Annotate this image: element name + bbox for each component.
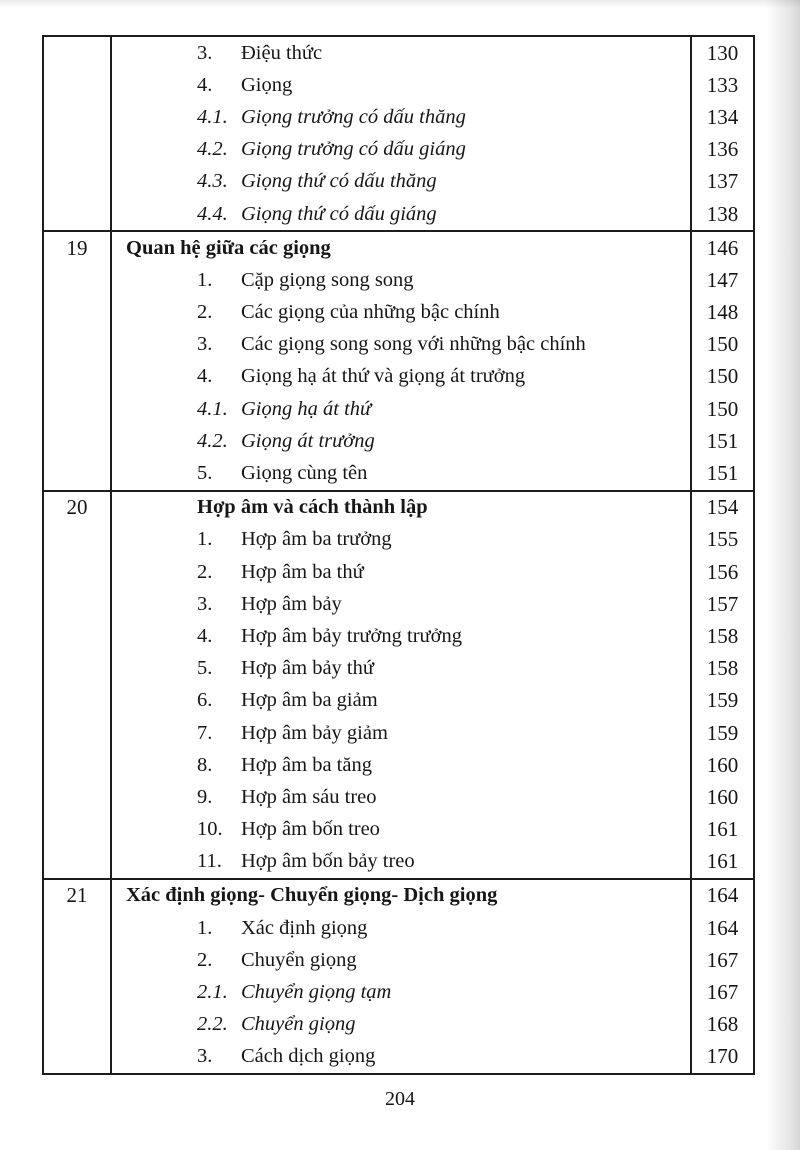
toc-entry (112, 880, 690, 912)
toc-page-number: 170 (690, 1041, 753, 1073)
toc-row (44, 653, 753, 685)
toc-page-number: 150 (690, 329, 753, 361)
toc-entry (112, 588, 690, 620)
toc-entry-label: Hợp âm và cách thành lập (197, 496, 428, 519)
toc-row (44, 524, 753, 556)
entry-number: 4. (197, 624, 213, 647)
chapter-number-cell (44, 101, 112, 133)
chapter-number-cell (44, 198, 112, 230)
chapter-number-cell (44, 653, 112, 685)
toc-entry (112, 685, 690, 717)
toc-entry-label: Điệu thức (241, 41, 323, 64)
toc-row (44, 685, 753, 717)
toc-row (44, 457, 753, 489)
toc-entry-label: Giọng trưởng có dấu thăng (241, 105, 466, 128)
toc-entry (112, 264, 690, 296)
toc-entry (112, 781, 690, 813)
toc-page-number: 158 (690, 620, 753, 652)
scan-right-edge-shadow (766, 0, 800, 1150)
toc-entry-label: Hợp âm bốn treo (241, 818, 380, 841)
chapter-number-cell (44, 264, 112, 296)
toc-page-number: 159 (690, 685, 753, 717)
toc-entry (112, 361, 690, 393)
toc-entry-label: Giọng át trưởng (241, 429, 375, 452)
toc-section (44, 878, 753, 1073)
toc-row (44, 912, 753, 944)
chapter-number-cell (44, 69, 112, 101)
toc-page-number: 133 (690, 69, 753, 101)
toc-page-number: 147 (690, 264, 753, 296)
chapter-number-cell (44, 846, 112, 878)
toc-row (44, 556, 753, 588)
chapter-number-cell (44, 37, 112, 69)
toc-entry-label: Giọng hạ át thứ và giọng át trưởng (241, 365, 526, 388)
toc-row (44, 814, 753, 846)
toc-entry (112, 198, 690, 230)
entry-number: 5. (197, 462, 213, 485)
entry-number: 6. (197, 689, 213, 712)
toc-row (44, 976, 753, 1008)
toc-entry-label: Chuyển giọng tạm (241, 981, 392, 1004)
toc-page-number: 138 (690, 198, 753, 230)
chapter-number-cell (44, 588, 112, 620)
toc-entry-label: Quan hệ giữa các giọng (126, 236, 331, 259)
toc-page-number: 136 (690, 134, 753, 166)
entry-number: 4.4. (197, 202, 228, 225)
chapter-number-cell (44, 329, 112, 361)
toc-entry-label: Hợp âm bảy (241, 592, 342, 615)
chapter-number-cell: 19 (44, 232, 112, 264)
entry-number: 4. (197, 365, 213, 388)
toc-entry-label: Giọng thứ có dấu giáng (241, 202, 437, 225)
toc-page-number: 160 (690, 749, 753, 781)
entry-number: 10. (197, 818, 223, 841)
chapter-number-cell (44, 556, 112, 588)
toc-entry (112, 814, 690, 846)
toc-entry-label: Giọng trưởng có dấu giáng (241, 138, 466, 161)
toc-page-number: 150 (690, 361, 753, 393)
toc-page-number: 158 (690, 653, 753, 685)
toc-entry (112, 37, 690, 69)
toc-page-number: 167 (690, 976, 753, 1008)
toc-entry (112, 425, 690, 457)
toc-row (44, 232, 753, 264)
toc-row (44, 198, 753, 230)
toc-page-number: 154 (690, 492, 753, 524)
chapter-number-cell (44, 944, 112, 976)
toc-row (44, 69, 753, 101)
toc-page-number: 151 (690, 425, 753, 457)
toc-entry-label: Chuyển giọng (241, 948, 357, 971)
toc-row (44, 944, 753, 976)
chapter-number-cell (44, 297, 112, 329)
toc-page-number: 155 (690, 524, 753, 556)
toc-entry (112, 1041, 690, 1073)
toc-page-number: 151 (690, 457, 753, 489)
toc-entry-label: Hợp âm ba tăng (241, 753, 372, 776)
entry-number: 11. (197, 850, 222, 873)
toc-entry-label: Xác định giọng (241, 916, 368, 939)
toc-entry-label: Hợp âm bảy trưởng trưởng (241, 624, 462, 647)
chapter-number-cell (44, 976, 112, 1008)
toc-row (44, 134, 753, 166)
chapter-number-cell (44, 524, 112, 556)
scan-top-edge-shadow (0, 0, 800, 8)
toc-row (44, 1009, 753, 1041)
toc-row (44, 297, 753, 329)
toc-entry (112, 134, 690, 166)
toc-page-number: 168 (690, 1009, 753, 1041)
toc-row (44, 781, 753, 813)
toc-entry (112, 1009, 690, 1041)
chapter-number-cell: 21 (44, 880, 112, 912)
chapter-number-cell (44, 393, 112, 425)
toc-row (44, 717, 753, 749)
entry-number: 4.2. (197, 429, 228, 452)
toc-page-number: 160 (690, 781, 753, 813)
toc-entry-label: Chuyển giọng (241, 1013, 356, 1036)
toc-row (44, 393, 753, 425)
toc-entry-label: Giọng thứ có dấu thăng (241, 170, 437, 193)
chapter-number-cell (44, 685, 112, 717)
chapter-number-cell (44, 814, 112, 846)
toc-entry (112, 524, 690, 556)
chapter-number-cell (44, 166, 112, 198)
chapter-number-cell (44, 781, 112, 813)
toc-entry (112, 393, 690, 425)
toc-entry-label: Các giọng song song với những bậc chính (241, 333, 586, 356)
toc-row (44, 329, 753, 361)
toc-row (44, 264, 753, 296)
toc-entry (112, 69, 690, 101)
toc-entry-label: Giọng cùng tên (241, 462, 368, 485)
toc-section (44, 37, 753, 230)
entry-number: 4.1. (197, 397, 228, 420)
toc-entry-label: Hợp âm ba thứ (241, 560, 364, 583)
entry-number: 5. (197, 657, 213, 680)
toc-row (44, 1041, 753, 1073)
toc-entry-label: Hợp âm bảy thứ (241, 657, 374, 680)
toc-page-number: 164 (690, 912, 753, 944)
toc-table (42, 35, 755, 1075)
toc-page-number: 146 (690, 232, 753, 264)
toc-page-number: 148 (690, 297, 753, 329)
toc-entry (112, 297, 690, 329)
entry-number: 3. (197, 41, 213, 64)
toc-row (44, 361, 753, 393)
toc-page-number: 157 (690, 588, 753, 620)
entry-number: 2.1. (197, 981, 228, 1004)
chapter-number-cell (44, 134, 112, 166)
toc-entry (112, 556, 690, 588)
toc-section (44, 230, 753, 490)
entry-number: 2. (197, 560, 213, 583)
toc-entry-label: Xác định giọng- Chuyển giọng- Dịch giọng (126, 884, 498, 907)
toc-page-number: 156 (690, 556, 753, 588)
toc-page-number: 161 (690, 814, 753, 846)
toc-entry (112, 620, 690, 652)
chapter-number-cell (44, 717, 112, 749)
chapter-number-cell: 20 (44, 492, 112, 524)
toc-entry-label: Hợp âm bốn bảy treo (241, 850, 415, 873)
entry-number: 3. (197, 592, 213, 615)
toc-entry (112, 101, 690, 133)
toc-row (44, 166, 753, 198)
chapter-number-cell (44, 749, 112, 781)
toc-row (44, 880, 753, 912)
toc-entry-label: Cách dịch giọng (241, 1045, 376, 1068)
toc-row (44, 620, 753, 652)
chapter-number-cell (44, 361, 112, 393)
toc-page-number: 134 (690, 101, 753, 133)
toc-entry (112, 232, 690, 264)
entry-number: 3. (197, 333, 213, 356)
toc-entry-label: Hợp âm ba giảm (241, 689, 378, 712)
toc-page-number: 164 (690, 880, 753, 912)
entry-number: 1. (197, 528, 213, 551)
toc-entry-label: Giọng (241, 73, 293, 96)
entry-number: 3. (197, 1045, 213, 1068)
toc-row (44, 846, 753, 878)
toc-entry (112, 912, 690, 944)
entry-number: 7. (197, 721, 213, 744)
toc-entry (112, 846, 690, 878)
toc-page-number: 159 (690, 717, 753, 749)
entry-number: 1. (197, 916, 213, 939)
entry-number: 2. (197, 948, 213, 971)
chapter-number-cell (44, 620, 112, 652)
chapter-number-cell (44, 1009, 112, 1041)
toc-row (44, 37, 753, 69)
toc-entry (112, 717, 690, 749)
page-number-footer: 204 (385, 1088, 415, 1110)
toc-entry (112, 976, 690, 1008)
toc-page-number: 150 (690, 393, 753, 425)
toc-entry-label: Hợp âm bảy giảm (241, 721, 388, 744)
entry-number: 2. (197, 301, 213, 324)
toc-page-number: 161 (690, 846, 753, 878)
chapter-number-cell (44, 425, 112, 457)
entry-number: 4. (197, 73, 213, 96)
entry-number: 2.2. (197, 1013, 228, 1036)
entry-number: 4.3. (197, 170, 228, 193)
toc-entry-label: Giọng hạ át thứ (241, 397, 372, 420)
toc-page-number: 137 (690, 166, 753, 198)
toc-entry (112, 492, 690, 524)
toc-entry (112, 166, 690, 198)
entry-number: 9. (197, 785, 213, 808)
entry-number: 1. (197, 268, 213, 291)
toc-entry (112, 457, 690, 489)
toc-entry-label: Hợp âm ba trưởng (241, 528, 392, 551)
toc-row (44, 492, 753, 524)
toc-entry (112, 749, 690, 781)
toc-row (44, 588, 753, 620)
toc-row (44, 749, 753, 781)
toc-entry (112, 944, 690, 976)
toc-entry-label: Hợp âm sáu treo (241, 785, 377, 808)
entry-number: 4.1. (197, 105, 228, 128)
chapter-number-cell (44, 912, 112, 944)
toc-section (44, 490, 753, 878)
entry-number: 4.2. (197, 138, 228, 161)
toc-row (44, 101, 753, 133)
chapter-number-cell (44, 457, 112, 489)
chapter-number-cell (44, 1041, 112, 1073)
toc-entry-label: Các giọng của những bậc chính (241, 301, 500, 324)
toc-entry (112, 653, 690, 685)
toc-row (44, 425, 753, 457)
toc-page-number: 130 (690, 37, 753, 69)
entry-number: 8. (197, 753, 213, 776)
toc-page-number: 167 (690, 944, 753, 976)
toc-entry (112, 329, 690, 361)
toc-entry-label: Cặp giọng song song (241, 268, 414, 291)
